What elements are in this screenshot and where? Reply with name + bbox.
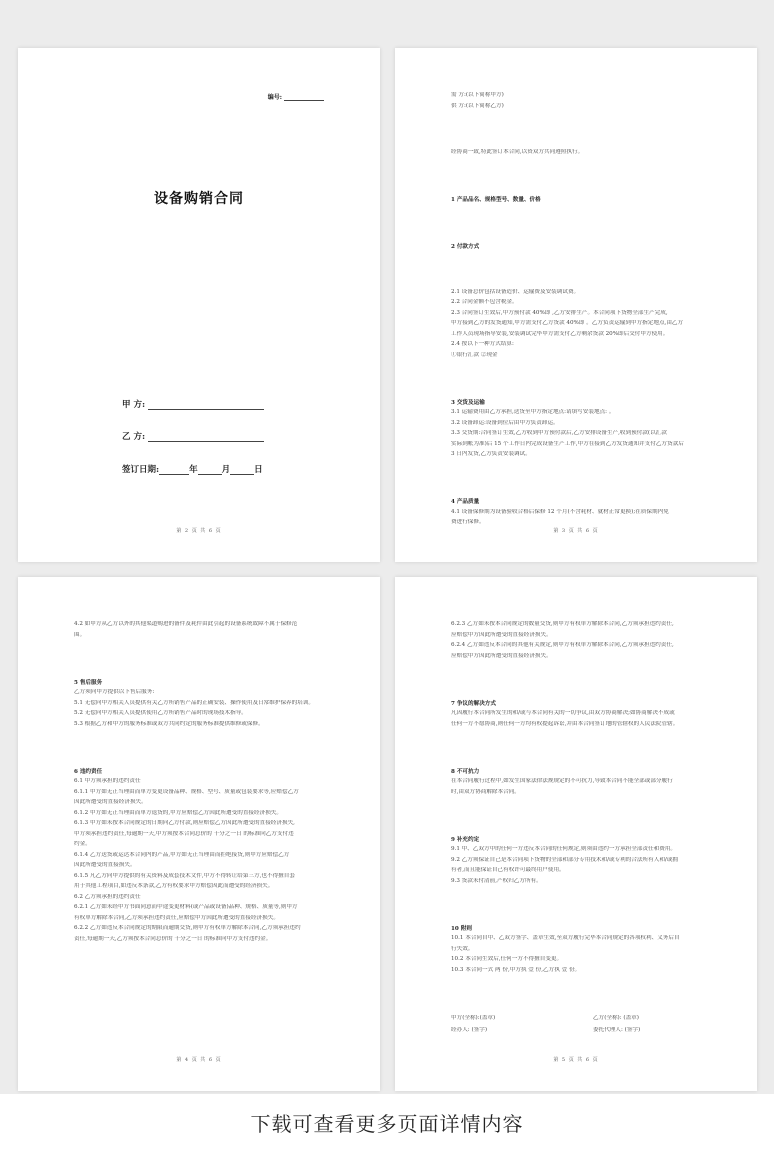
body-line: 9.1 甲、乙双方中的任何一方违反本合同的任何规定,则须由违约一方承担全部责任和费用。	[451, 846, 677, 852]
body-line: 用于其他工程项目,如违反本条款,乙方有权要求甲方赔偿因此而遭受的经济损失。	[74, 883, 274, 889]
body-line: 责任,每逾期一天,乙方须按本合同总价的 千分之一日 的标准向甲方支付违约金。	[74, 935, 272, 942]
spacer	[451, 266, 709, 273]
body-line: 6.1.3 甲方如未按本合同规定的日期向乙方付款,则应赔偿乙方因此所遭受的直接经济损失,	[74, 820, 295, 826]
sign-party-b: 乙方(全称): (盖章)	[593, 1015, 639, 1021]
page-5	[395, 577, 757, 1091]
body-line: 需 方:(以下简称甲方)	[451, 92, 504, 98]
year-blank	[159, 465, 189, 475]
body-line: 9.3 货款未付清前,产权归乙方所有。	[451, 877, 542, 884]
body-line: 约金。	[74, 841, 91, 847]
body-line: 行失效。	[451, 945, 474, 952]
body-line: 围。	[74, 631, 86, 638]
body-line: 经协商一致,特此签订本合同,以资双方共同遵照执行。	[451, 148, 584, 155]
spacer	[451, 172, 709, 179]
contract-number-blank	[284, 94, 324, 101]
spacer	[451, 901, 709, 908]
signature-block	[451, 1015, 711, 1034]
spacer	[451, 126, 709, 133]
month-blank	[198, 465, 222, 475]
page-3-content	[451, 92, 709, 530]
section-heading: 1 产品品名、规格型号、数量、价格	[451, 196, 541, 203]
body-line: 6.1.4 乙方送货或运达本合同内的产品,甲方如无正当理由而拒绝接货,则甲方应赔偿乙方	[74, 851, 290, 858]
spacer	[451, 219, 709, 226]
page-footer: 第 5 页 共 6 页	[553, 1057, 599, 1063]
party-a-line	[122, 398, 264, 410]
body-line: 时,由双方协商解除本合同。	[451, 788, 520, 795]
body-line: 在本合同履行过程中,如发生国家法律法规规定的不可抗力,导致本合同不能全部或部分履行	[451, 778, 673, 784]
page-cover	[18, 48, 380, 562]
body-line: 6.1.1 甲方如无正当理由而单方变更设备品种、规格、型号、质量或包装要求等,应赔偿乙方	[74, 788, 299, 795]
day-blank	[230, 465, 254, 475]
body-line: 6.2 乙方须承担的违约责任	[74, 893, 141, 900]
section-heading: 8 不可抗力	[451, 768, 480, 775]
spacer	[451, 676, 709, 683]
body-line: 6.1 甲方须承担的违约责任	[74, 778, 141, 784]
month-label: 月	[221, 465, 231, 475]
body-line: 凡因履行本合同所发生的和/或与本合同有关的一切争议,由双方协商解决;如协商解决不成或	[451, 710, 675, 716]
body-line: 2.2 合同金额不包含税金。	[451, 299, 518, 305]
section-heading: 9 补充约定	[451, 836, 480, 843]
body-line: 供 方:(以下简称乙方)	[451, 102, 504, 109]
page-4-content	[74, 621, 332, 946]
body-line: 6.1.5 凡乙方向甲方提供的有关资料及成套技术文件,甲方不得转让给第三方,也不得擅自套	[74, 872, 295, 879]
section-heading: 3 交货及运输	[451, 399, 485, 406]
section-heading: 10 附则	[451, 925, 472, 932]
body-line: 甲方须承担违约责任,每逾期一天,甲方须按本合同总价的 千分之一日 的标准向乙方支付违	[74, 830, 294, 837]
page-footer: 第 3 页 共 6 页	[553, 528, 599, 534]
body-line: 10.1 本合同自甲、乙双方签字、盖章生效,至双方履行完毕本合同规定的各项权利、义务后自	[451, 935, 680, 941]
body-line: 工作人员现场指导安装,安装调试完毕甲方需支付乙方剩余货款 20%即后交付甲方使用。	[451, 330, 669, 337]
body-line: 6.2.2 乙方如违反本合同规定的期限而逾期交货,则甲方有权单方解除本合同,乙方须承担违约	[74, 925, 301, 931]
page-5-content	[451, 621, 709, 1013]
party-b-label: 乙 方:	[122, 432, 146, 442]
body-line: 应赔偿甲方因此所遭受的直接经济损失。	[451, 631, 552, 638]
body-line: 6.2.4 乙方如违反本合同的其他有关规定,则甲方有权单方解除本合同,乙方须承担违约责任,	[451, 642, 674, 648]
spacer	[451, 990, 709, 997]
contract-title: 设备购销合同	[154, 191, 244, 207]
spacer	[451, 474, 709, 481]
body-line: 5.1 无偿向甲方相关人员提供有关乙方所销售产品的正确安装、操作使用及日常维护保养的培训。	[74, 699, 315, 706]
spacer	[451, 375, 709, 382]
body-line: 2.1 设备总价包括设备造价、运输费及安装调试费。	[451, 288, 580, 295]
sign-date-label: 签订日期:	[122, 465, 160, 475]
spacer	[74, 655, 332, 662]
body-line: 6.2.3 乙方如未按本合同规定的数量交货,则甲方有权单方解除本合同,乙方须承担违约责任,	[451, 621, 674, 627]
body-line: 3 日内发货,乙方负责安装调试。	[451, 451, 531, 457]
body-line: 2.4 按以下一种方式结算:	[451, 341, 514, 347]
body-line: 因此所遭受的直接损失。	[74, 862, 136, 868]
body-line: ①银行汇款 ②现金	[451, 351, 498, 358]
section-heading: 6 违约责任	[74, 768, 103, 775]
body-line: 3.1 运输费用由乙方承担,送货至甲方指定地点:请填写安装地点: 。	[451, 409, 615, 415]
body-line: 5.3 根据乙方和甲方的服务标准或双方共同约定的服务标准提供维修或保修。	[74, 720, 264, 727]
sign-agent-a: 经办人: (签字)	[451, 1027, 487, 1033]
body-line: 应赔偿甲方因此所遭受的直接经济损失。	[451, 652, 552, 659]
section-heading: 2 付款方式	[451, 243, 480, 250]
contract-number	[268, 92, 324, 101]
body-line: 实际到帐为准)后 15 个工作日内完成设备生产工作,甲方在接到乙方发货通知并支付乙方货款后	[451, 440, 684, 447]
body-line: 4.1 设备保修期为设备验收合格后保修 12 个月(不含耗材、就材正常更换);在质保期内免	[451, 508, 669, 515]
body-line: 3.3 交货期:合同签订生效,乙方收到甲方预付款后,乙方安排设备生产,收到预付款(以汇款	[451, 430, 667, 436]
page-3	[395, 48, 757, 562]
day-label: 日	[254, 465, 263, 475]
section-heading: 7 争议的解决方式	[451, 700, 496, 707]
party-a-label: 甲 方:	[122, 400, 146, 410]
page-footer: 第 2 页 共 6 页	[176, 528, 222, 534]
body-line: 5.2 无偿向甲方相关人员提供使用乙方所销售产品时的现场技术指导。	[74, 710, 247, 716]
body-line: 4.2 如甲方从乙方以外的其他渠道购进的备件及耗件由此引起的设备系统故障不属于保修范	[74, 621, 298, 627]
body-line: 2.3 合同签订生效后,甲方预付款 40%即 ,乙方安排生产。本合同项下货物全部生产完成,	[451, 309, 668, 316]
body-line: 10.3 本合同一式 两 份,甲方执 壹 份,乙方执 壹 份。	[451, 966, 581, 973]
spacer	[451, 812, 709, 819]
body-line: 任何一方不愿协商,则任何一方均有权提起诉讼,并由本合同签订地的管辖权的人民法院管辖。	[451, 720, 679, 727]
body-line: 费进行保修。	[451, 519, 485, 525]
download-caption: 下载可查看更多页面详情内容	[250, 1112, 524, 1136]
spacer	[451, 744, 709, 751]
body-line: 乙方须向甲方提供以下售后服务:	[74, 689, 155, 695]
section-heading: 4 产品质量	[451, 499, 480, 505]
party-b-line	[122, 430, 264, 442]
sign-agent-b: 委托代理人: (签字)	[593, 1027, 641, 1033]
body-line: 因此所遭受的直接经济损失。	[74, 799, 147, 805]
page-footer: 第 4 页 共 6 页	[176, 1057, 222, 1063]
body-line: 6.2.1 乙方如未经甲方书面同意而中途变更材料(或产品或设备)品种、规格、质量等,则甲方	[74, 904, 298, 910]
page-4	[18, 577, 380, 1091]
sign-date-line	[122, 463, 263, 475]
body-line: 有权单方解除本合同,乙方须承担违约责任,应赔偿甲方因此所遭受的直接经济损失。	[74, 914, 279, 921]
body-line: 甲方接到乙方的发货通知,甲方需支付乙方货款 40%即 。乙方负责运输到甲方指定地点,由乙方	[451, 320, 684, 326]
body-line: 6.1.2 甲方如无正当理由而单方退货的,甲方应赔偿乙方因此所遭受的直接经济损失。	[74, 809, 282, 816]
contract-number-label: 编号:	[267, 94, 282, 101]
party-b-blank	[148, 432, 264, 442]
body-line: 3.2 设备卸运:设备到位后由甲方负责卸运。	[451, 419, 559, 426]
body-line: 10.2 本合同生效后,任何一方不得擅自变更。	[451, 956, 563, 962]
year-label: 年	[189, 465, 198, 475]
spacer	[74, 744, 332, 751]
body-line: 有者,而且能保证自己有权许可最终用户使用。	[451, 867, 565, 873]
section-heading: 5 售后服务	[74, 679, 103, 686]
body-line: 9.2 乙方须保证自己是本合同项下货物的全部和部分专用技术和/或专利的合法所有人和/或拥	[451, 856, 679, 863]
party-a-blank	[148, 400, 264, 410]
sign-party-a: 甲方(全称):(盖章)	[451, 1015, 496, 1021]
